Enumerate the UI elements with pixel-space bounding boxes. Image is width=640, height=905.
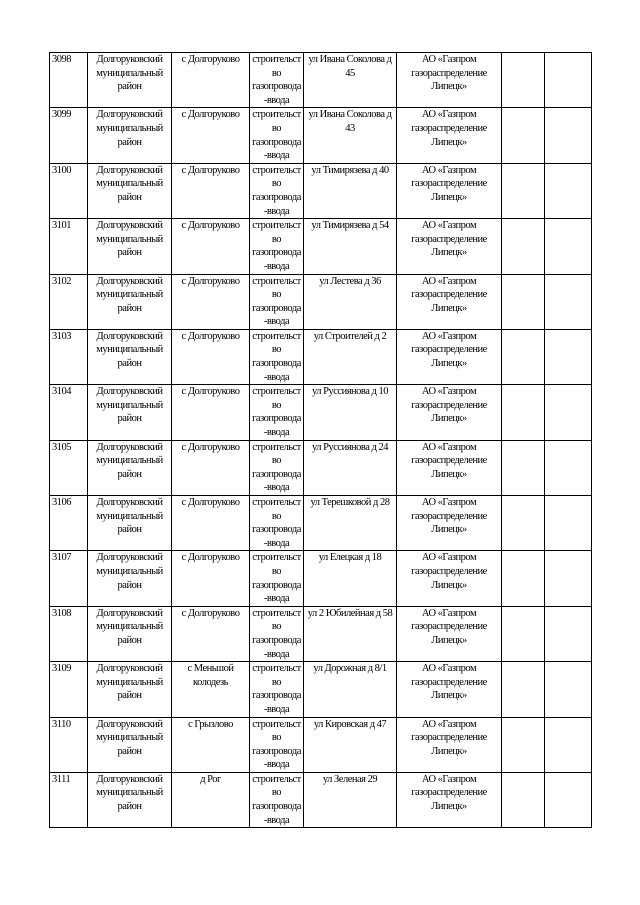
settlement-cell: с Долгоруково [172,551,250,606]
empty-cell-1 [502,606,545,661]
district-cell: Долгоруковский муниципальный район [88,163,172,218]
row-number-cell: 3109 [50,662,88,717]
address-cell: ул Тимирязева д 54 [304,219,397,274]
empty-cell-2 [545,606,592,661]
empty-cell-1 [502,440,545,495]
empty-cell-1 [502,551,545,606]
empty-cell-1 [502,772,545,827]
empty-cell-2 [545,440,592,495]
settlement-cell: с Меньшой колодезь [172,662,250,717]
organization-cell: АО «Газпром газораспределение Липецк» [397,440,502,495]
table-row [50,717,592,772]
empty-cell-2 [545,772,592,827]
empty-cell-2 [545,53,592,108]
table-row [50,53,592,108]
organization-cell: АО «Газпром газораспределение Липецк» [397,606,502,661]
organization-cell: АО «Газпром газораспределение Липецк» [397,219,502,274]
address-cell: ул Ивана Соколова д 43 [304,108,397,163]
district-cell: Долгоруковский муниципальный район [88,440,172,495]
work-type-cell: строительство газопровода-ввода [250,163,304,218]
settlement-cell: с Долгоруково [172,274,250,329]
work-type-cell: строительство газопровода-ввода [250,606,304,661]
empty-cell-1 [502,53,545,108]
district-cell: Долгоруковский муниципальный район [88,496,172,551]
settlement-cell: с Долгоруково [172,606,250,661]
district-cell: Долгоруковский муниципальный район [88,606,172,661]
organization-cell: АО «Газпром газораспределение Липецк» [397,772,502,827]
table-row [50,440,592,495]
district-cell: Долгоруковский муниципальный район [88,772,172,827]
organization-cell: АО «Газпром газораспределение Липецк» [397,717,502,772]
district-cell: Долгоруковский муниципальный район [88,274,172,329]
row-number-cell: 3106 [50,496,88,551]
table-row [50,606,592,661]
work-type-cell: строительство газопровода-ввода [250,274,304,329]
district-cell: Долгоруковский муниципальный район [88,108,172,163]
address-cell: ул Руссиянова д 10 [304,385,397,440]
organization-cell: АО «Газпром газораспределение Липецк» [397,274,502,329]
address-cell: ул Дорожная д 8/1 [304,662,397,717]
settlement-cell: д Рог [172,772,250,827]
address-cell: ул Елецкая д 18 [304,551,397,606]
table-row [50,274,592,329]
empty-cell-1 [502,385,545,440]
empty-cell-1 [502,274,545,329]
organization-cell: АО «Газпром газораспределение Липецк» [397,108,502,163]
organization-cell: АО «Газпром газораспределение Липецк» [397,53,502,108]
address-cell: ул Руссиянова д 24 [304,440,397,495]
table-row [50,163,592,218]
registry-table [49,52,592,828]
district-cell: Долгоруковский муниципальный район [88,219,172,274]
organization-cell: АО «Газпром газораспределение Липецк» [397,551,502,606]
address-cell: ул Тимирязева д 40 [304,163,397,218]
organization-cell: АО «Газпром газораспределение Липецк» [397,496,502,551]
work-type-cell: строительство газопровода-ввода [250,329,304,384]
address-cell: ул Терешковой д 28 [304,496,397,551]
empty-cell-2 [545,717,592,772]
settlement-cell: с Грызлово [172,717,250,772]
address-cell: ул Строителей д 2 [304,329,397,384]
row-number-cell: 3100 [50,163,88,218]
empty-cell-2 [545,108,592,163]
table-row [50,551,592,606]
district-cell: Долгоруковский муниципальный район [88,717,172,772]
settlement-cell: с Долгоруково [172,385,250,440]
empty-cell-1 [502,717,545,772]
row-number-cell: 3107 [50,551,88,606]
table-row [50,108,592,163]
empty-cell-1 [502,219,545,274]
table-row [50,385,592,440]
settlement-cell: с Долгоруково [172,496,250,551]
organization-cell: АО «Газпром газораспределение Липецк» [397,163,502,218]
work-type-cell: строительство газопровода-ввода [250,772,304,827]
settlement-cell: с Долгоруково [172,53,250,108]
table-row [50,662,592,717]
empty-cell-2 [545,496,592,551]
row-number-cell: 3111 [50,772,88,827]
settlement-cell: с Долгоруково [172,108,250,163]
row-number-cell: 3104 [50,385,88,440]
empty-cell-1 [502,163,545,218]
empty-cell-2 [545,163,592,218]
empty-cell-2 [545,219,592,274]
address-cell: ул Лестева д 36 [304,274,397,329]
district-cell: Долгоруковский муниципальный район [88,385,172,440]
address-cell: ул Кировская д 47 [304,717,397,772]
table-row [50,496,592,551]
settlement-cell: с Долгоруково [172,329,250,384]
empty-cell-1 [502,496,545,551]
table-row [50,329,592,384]
district-cell: Долгоруковский муниципальный район [88,551,172,606]
address-cell: ул Ивана Соколова д 45 [304,53,397,108]
work-type-cell: строительство газопровода-ввода [250,662,304,717]
organization-cell: АО «Газпром газораспределение Липецк» [397,385,502,440]
settlement-cell: с Долгоруково [172,219,250,274]
district-cell: Долгоруковский муниципальный район [88,662,172,717]
table-row [50,772,592,827]
work-type-cell: строительство газопровода-ввода [250,551,304,606]
empty-cell-2 [545,662,592,717]
table-body [50,53,592,828]
organization-cell: АО «Газпром газораспределение Липецк» [397,329,502,384]
empty-cell-1 [502,329,545,384]
row-number-cell: 3108 [50,606,88,661]
empty-cell-2 [545,329,592,384]
address-cell: ул 2 Юбилейная д 58 [304,606,397,661]
empty-cell-2 [545,551,592,606]
row-number-cell: 3110 [50,717,88,772]
row-number-cell: 3105 [50,440,88,495]
table-row [50,219,592,274]
settlement-cell: с Долгоруково [172,440,250,495]
work-type-cell: строительство газопровода-ввода [250,496,304,551]
work-type-cell: строительство газопровода-ввода [250,440,304,495]
row-number-cell: 3099 [50,108,88,163]
work-type-cell: строительство газопровода-ввода [250,53,304,108]
row-number-cell: 3102 [50,274,88,329]
district-cell: Долгоруковский муниципальный район [88,53,172,108]
empty-cell-1 [502,662,545,717]
address-cell: ул Зеленая 29 [304,772,397,827]
organization-cell: АО «Газпром газораспределение Липецк» [397,662,502,717]
empty-cell-1 [502,108,545,163]
work-type-cell: строительство газопровода-ввода [250,717,304,772]
district-cell: Долгоруковский муниципальный район [88,329,172,384]
row-number-cell: 3098 [50,53,88,108]
work-type-cell: строительство газопровода-ввода [250,385,304,440]
work-type-cell: строительство газопровода-ввода [250,108,304,163]
empty-cell-2 [545,274,592,329]
work-type-cell: строительство газопровода-ввода [250,219,304,274]
row-number-cell: 3103 [50,329,88,384]
row-number-cell: 3101 [50,219,88,274]
settlement-cell: с Долгоруково [172,163,250,218]
empty-cell-2 [545,385,592,440]
